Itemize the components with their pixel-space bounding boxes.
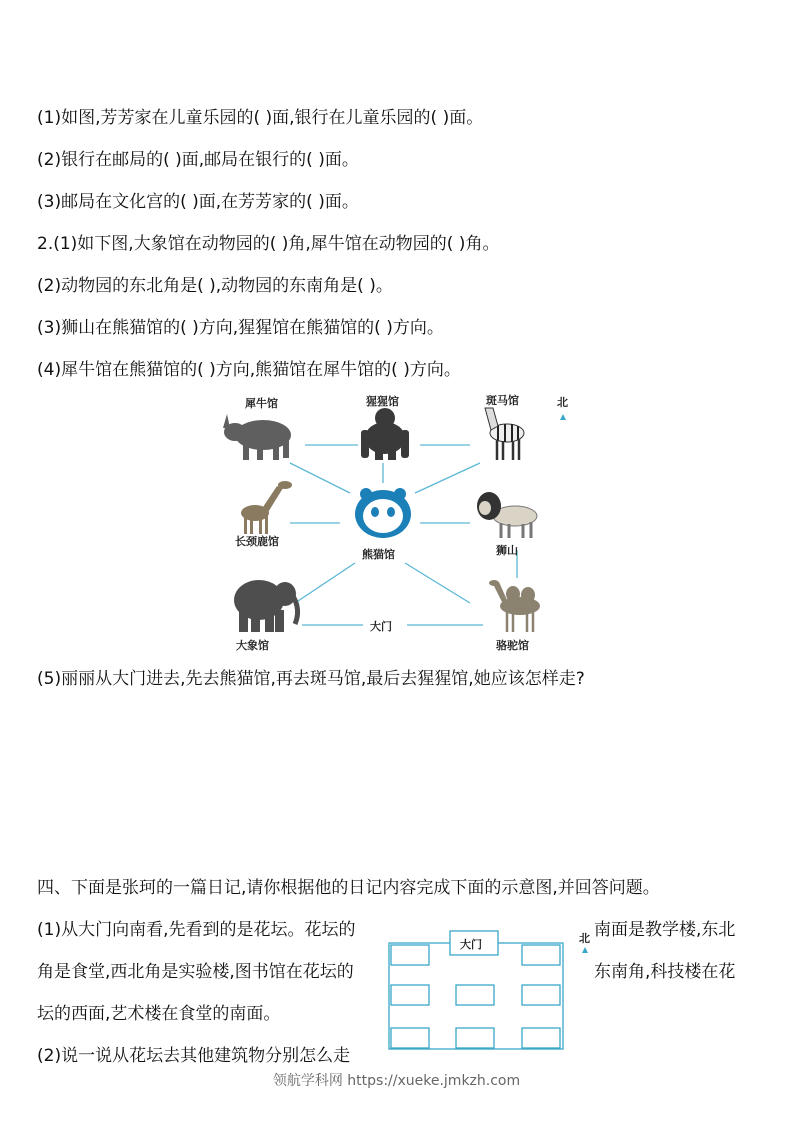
q2-3: (3)狮山在熊猫馆的( )方向,猩猩馆在熊猫馆的( )方向。 — [37, 318, 444, 338]
label-gorilla: 猩猩馆 — [366, 395, 399, 408]
elephant-icon — [234, 580, 298, 632]
footer: 领航学科网 https://xueke.jmkzh.com — [272, 1073, 521, 1089]
lion-icon — [477, 492, 537, 538]
part4-heading: 四、下面是张珂的一篇日记,请你根据他的日记内容完成下面的示意图,并回答问题。 — [37, 878, 660, 898]
q1-1: (1)如图,芳芳家在儿童乐园的( )面,银行在儿童乐园的( )面。 — [37, 108, 484, 128]
label-panda: 熊猫馆 — [362, 548, 395, 561]
part4-text-1b: 南面是教学楼,东北 — [594, 920, 736, 940]
part4-text-4: (2)说一说从花坛去其他建筑物分别怎么走 — [37, 1046, 351, 1066]
q2-5: (5)丽丽从大门进去,先去熊猫馆,再去斑马馆,最后去猩猩馆,她应该怎样走? — [37, 669, 585, 689]
part4-text-2a: 角是食堂,西北角是实验楼,图书馆在花坛的 — [37, 962, 354, 982]
part4-text-2b: 东南角,科技楼在花 — [594, 962, 736, 982]
campus-map — [388, 928, 598, 1053]
gorilla-icon — [361, 408, 409, 460]
q2-4: (4)犀牛馆在熊猫馆的( )方向,熊猫馆在犀牛馆的( )方向。 — [37, 360, 461, 380]
campus-north-label: 北 — [579, 932, 590, 945]
north-arrow-icon — [560, 414, 566, 420]
panda-icon — [355, 488, 411, 538]
label-camel: 骆驼馆 — [496, 639, 529, 652]
part4-text-3: 坛的西面,艺术楼在食堂的南面。 — [37, 1004, 281, 1024]
zoo-map — [215, 388, 585, 653]
camel-icon — [489, 580, 540, 632]
q1-2: (2)银行在邮局的( )面,邮局在银行的( )面。 — [37, 150, 359, 170]
campus-grid — [388, 928, 598, 1053]
label-rhino: 犀牛馆 — [245, 397, 278, 410]
campus-gate-label: 大门 — [460, 938, 482, 951]
zoo-north-label: 北 — [557, 396, 568, 409]
giraffe-icon — [241, 481, 292, 534]
label-zebra: 斑马馆 — [486, 394, 519, 407]
rhino-icon — [223, 414, 291, 460]
q2-1: 2.(1)如下图,大象馆在动物园的( )角,犀牛馆在动物园的( )角。 — [37, 234, 500, 254]
label-lion: 狮山 — [496, 544, 518, 557]
zebra-icon — [485, 408, 524, 460]
q2-2: (2)动物园的东北角是( ),动物园的东南角是( )。 — [37, 276, 393, 296]
campus-north-arrow-icon — [582, 947, 588, 953]
label-gate: 大门 — [370, 620, 392, 633]
q1-3: (3)邮局在文化宫的( )面,在芳芳家的( )面。 — [37, 192, 359, 212]
label-elephant: 大象馆 — [236, 639, 269, 652]
label-giraffe: 长颈鹿馆 — [235, 535, 279, 548]
zoo-map-lines — [215, 388, 585, 653]
part4-text-1a: (1)从大门向南看,先看到的是花坛。花坛的 — [37, 920, 356, 940]
